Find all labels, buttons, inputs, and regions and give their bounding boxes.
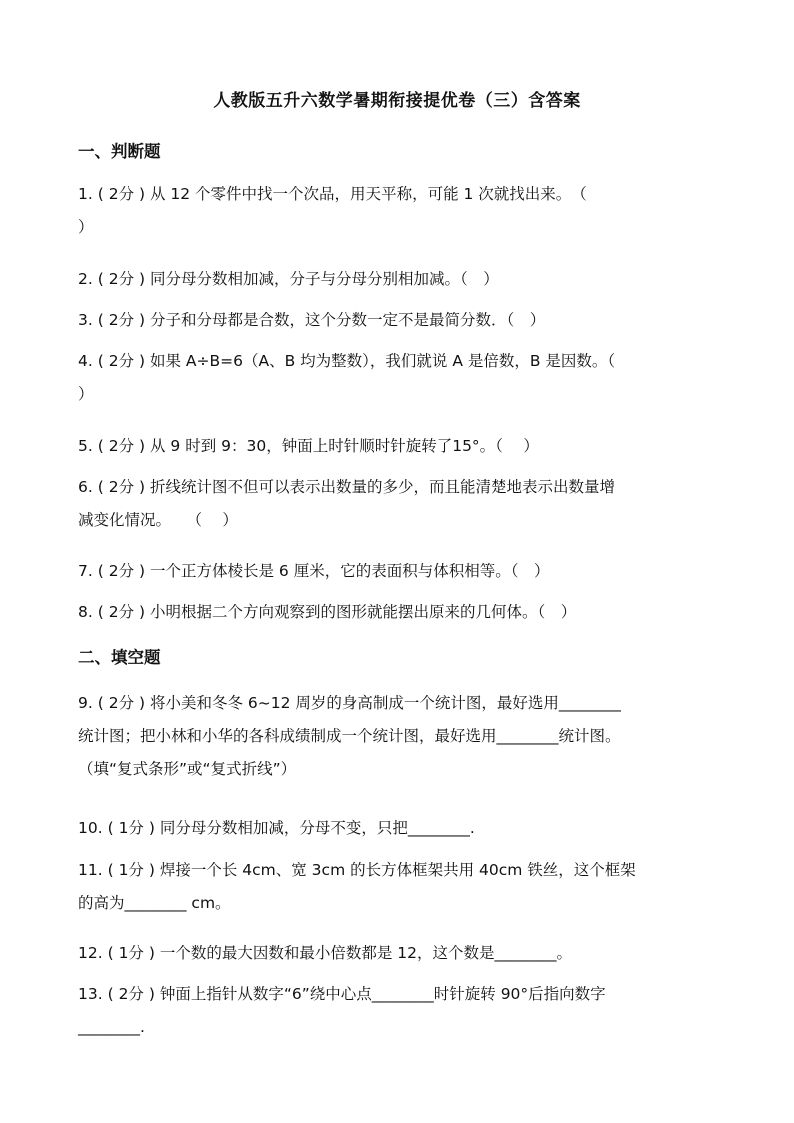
question-4 — [78, 345, 718, 411]
question-number: 5. — [78, 437, 93, 455]
question-score: ( 2分 ) — [97, 311, 146, 329]
question-score: ( 2分 ) — [97, 478, 146, 496]
question-5 — [78, 430, 718, 463]
question-text: 钟面上指针从数字“6”绕中心点________时针旋转 90°后指向数字 — [159, 985, 606, 1003]
question-score: ( 2分 ) — [97, 603, 146, 621]
question-hint: （填“复式条形”或“复式折线”） — [78, 760, 297, 778]
question-7 — [78, 555, 718, 588]
question-score: ( 2分 ) — [97, 562, 146, 580]
question-text-continued: 统计图；把小林和小华的各科成绩制成一个统计图，最好选用________统计图。 — [78, 727, 621, 745]
question-number: 7. — [78, 562, 93, 580]
question-text: 小明根据二个方向观察到的图形就能摆出原来的几何体。（ ） — [149, 603, 577, 621]
question-text-continued: ） — [78, 385, 94, 403]
question-text: 同分母分数相加减，分子与分母分别相加减。（ ） — [149, 270, 499, 288]
document-title: 人教版五升六数学暑期衔接提优卷（三）含答案 — [213, 91, 581, 111]
question-text: 焊接一个长 4cm、宽 3cm 的长方体框架共用 40cm 铁丝，这个框架 — [159, 861, 636, 879]
question-score: ( 1分 ) — [107, 944, 155, 962]
question-3 — [78, 304, 718, 337]
question-9 — [78, 687, 718, 786]
question-12 — [78, 937, 718, 970]
question-text: 从 9 时到 9：30，钟面上时针顺时针旋转了15°。（ ） — [149, 437, 539, 455]
question-number: 9. — [78, 694, 93, 712]
question-text: 如果 A÷B=6（A、B 均为整数），我们就说 A 是倍数，B 是因数。（ — [149, 352, 616, 370]
question-number: 6. — [78, 478, 93, 496]
question-text: 折线统计图不但可以表示出数量的多少，而且能清楚地表示出数量增 — [149, 478, 615, 496]
question-text: 同分母分数相加减，分母不变，只把________. — [159, 819, 475, 837]
question-number: 4. — [78, 352, 93, 370]
question-text: 一个数的最大因数和最小倍数都是 12，这个数是________。 — [159, 944, 572, 962]
question-number: 11. — [78, 861, 103, 879]
question-number: 13. — [78, 985, 103, 1003]
question-score: ( 1分 ) — [107, 819, 155, 837]
question-score: ( 2分 ) — [97, 694, 146, 712]
question-score: ( 2分 ) — [97, 437, 146, 455]
question-11 — [78, 854, 718, 920]
question-6 — [78, 471, 718, 537]
question-score: ( 2分 ) — [97, 185, 146, 203]
question-text: 从 12 个零件中找一个次品，用天平称，可能 1 次就找出来。 （ — [149, 185, 587, 203]
section-heading-judgment: 一、判断题 — [78, 142, 161, 161]
question-text-continued: ） — [78, 218, 94, 236]
question-13 — [78, 978, 718, 1044]
question-score: ( 2分 ) — [97, 270, 146, 288]
question-number: 8. — [78, 603, 93, 621]
question-number: 1. — [78, 185, 93, 203]
question-10 — [78, 812, 718, 845]
question-number: 10. — [78, 819, 103, 837]
question-text: 一个正方体棱长是 6 厘米，它的表面积与体积相等。（ ） — [149, 562, 550, 580]
question-text: 将小美和冬冬 6~12 周岁的身高制成一个统计图，最好选用________ — [149, 694, 621, 712]
question-text-continued: 减变化情况。 （ ） — [78, 511, 238, 529]
question-number: 12. — [78, 944, 103, 962]
question-2 — [78, 263, 718, 296]
question-number: 3. — [78, 311, 93, 329]
question-text-continued: ________. — [78, 1018, 145, 1036]
question-8 — [78, 596, 718, 629]
question-score: ( 2分 ) — [107, 985, 155, 1003]
question-score: ( 1分 ) — [107, 861, 155, 879]
question-score: ( 2分 ) — [97, 352, 146, 370]
question-text: 分子和分母都是合数，这个分数一定不是最简分数．（ ） — [149, 311, 546, 329]
section-heading-fill-in: 二、填空题 — [78, 648, 161, 667]
question-number: 2. — [78, 270, 93, 288]
question-text-continued: 的高为________ cm。 — [78, 894, 231, 912]
question-1 — [78, 178, 718, 244]
